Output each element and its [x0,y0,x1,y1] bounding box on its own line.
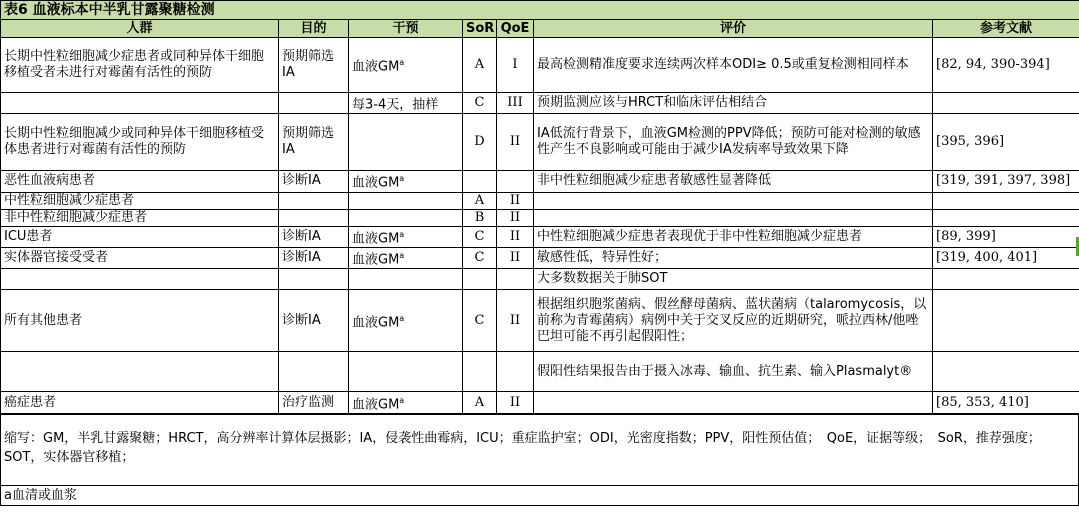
ref-cell-text: [395, 396] [936,134,1005,150]
aim-cell [279,192,349,209]
comment-cell-text: 大多数数据关于肺SOT [537,271,668,287]
intervention-cell [349,247,463,268]
population-cell-text: 恶性血液病患者 [4,173,96,189]
population-cell [1,392,279,414]
table-row [1,392,1079,414]
population-cell [1,290,279,352]
intervention-cell [349,38,463,93]
population-cell [1,114,279,171]
title-row [1,1,1079,20]
comment-cell-text: 敏感性低，特异性好； [537,250,668,266]
ref-cell [933,192,1079,209]
footnote: a血清或血浆 [1,486,1079,506]
comment-cell [534,247,933,268]
ref-cell [933,290,1079,352]
sor-cell [463,226,497,247]
population-cell [1,226,279,247]
intervention-cell-text: 血液GM [352,230,400,246]
abbreviations: 缩写：GM，半乳甘露聚糖；HRCT，高分辨率计算体层摄影；IA，侵袭性曲霉病，ICU；重症监护室；ODI，光密度指数；PPV，阳性预估值； QoE，证据等级； SoR，推荐强度；SOT，实体器官移植； [1,415,1079,486]
aim-cell [279,392,349,414]
aim-cell [279,114,349,171]
population-cell [1,247,279,268]
qoe-cell-text: II [509,134,521,150]
population-cell-text: ICU患者 [4,228,53,244]
intervention-cell [349,192,463,209]
aim-cell [279,269,349,290]
footnote-mark: a [399,229,405,239]
comment-cell [534,114,933,171]
sor-cell [463,290,497,352]
intervention-cell [349,352,463,392]
aim-cell-text: 诊断IA [282,228,321,244]
population-cell-text: 所有其他患者 [4,312,83,328]
intervention-cell [349,114,463,171]
ref-cell [933,93,1079,114]
comment-cell [534,269,933,290]
comment-cell [534,209,933,226]
comment-cell [534,352,933,392]
table-row [1,192,1079,209]
table-row [1,352,1079,392]
table-row [1,114,1079,171]
qoe-cell [497,352,534,392]
comment-cell-text: 假阳性结果报告由于摄入冰毒、输血、抗生素、输入Plasmalyt® [537,363,913,379]
ref-cell-text: [82, 94, 390-394] [936,57,1050,72]
population-cell-text: 长期中性粒细胞减少或同种异体干细胞移植受体患者进行对霉菌有活性的预防 [4,126,265,158]
ref-cell [933,209,1079,226]
ref-cell-text: [319, 391, 397, 398] [936,173,1071,189]
comment-cell-text: 中性粒细胞减少症患者表现优于非中性粒细胞减少症患者 [537,228,863,244]
sor-cell [463,93,497,114]
comment-cell-text: 预期监测应该与HRCT和临床评估相结合 [537,95,768,111]
qoe-cell [497,392,534,414]
ref-cell [933,226,1079,247]
sor-cell-text: C [474,312,485,328]
header-qoe: QoE [497,20,534,38]
sor-cell-text: D [474,134,485,150]
qoe-cell [497,269,534,290]
footnote-mark: a [399,395,405,405]
intervention-cell [349,171,463,192]
qoe-cell-text: II [509,228,521,244]
footnote-mark: a [399,57,405,67]
qoe-cell-text: II [509,192,521,208]
ref-cell-text: [85, 353, 410] [936,394,1029,410]
qoe-cell-text: III [507,95,523,111]
notes-table [0,414,1079,506]
intervention-cell-text: 血液GM [352,252,400,268]
sor-cell-text: C [474,250,485,266]
sor-cell-text: B [474,209,485,225]
comment-cell [534,192,933,209]
aim-cell-text: 诊断IA [282,312,321,328]
qoe-cell [497,171,534,192]
population-cell [1,269,279,290]
sor-cell [463,114,497,171]
table-row [1,38,1079,93]
header-intervention: 干预 [349,20,463,38]
intervention-cell [349,226,463,247]
population-cell [1,38,279,93]
qoe-cell [497,38,534,93]
intervention-cell [349,290,463,352]
population-cell-text: 非中性粒细胞减少症患者 [4,209,148,225]
intervention-cell-text: 每3-4天，抽样 [352,97,439,113]
population-cell-text: 中性粒细胞减少症患者 [4,192,135,208]
table-row [1,93,1079,114]
aim-cell [279,171,349,192]
comment-cell-text: 非中性粒细胞减少症患者敏感性显著降低 [537,173,772,189]
intervention-cell [349,392,463,414]
population-cell-text: 癌症患者 [4,394,57,410]
ref-cell [933,352,1079,392]
sor-cell [463,38,497,93]
qoe-cell [497,93,534,114]
header-ref: 参考文献 [933,20,1079,38]
ref-cell-text: [89, 399] [936,228,996,244]
intervention-cell-text: 血液GM [352,396,400,412]
table-row [1,247,1079,268]
aim-cell-text: 预期筛选IA [282,126,335,158]
sor-cell [463,209,497,226]
aim-cell [279,226,349,247]
aim-cell [279,352,349,392]
header-population: 人群 [1,20,279,38]
qoe-cell-text: II [509,394,521,410]
comment-cell-text: 最高检测精准度要求连续两次样本ODI≥ 0.5或重复检测相同样本 [537,57,909,72]
intervention-cell [349,269,463,290]
table-row [1,209,1079,226]
ref-cell [933,392,1079,414]
aim-cell [279,93,349,114]
sor-cell [463,392,497,414]
footnote-mark: a [399,174,405,184]
aim-cell-text: 治疗监测 [282,394,335,410]
qoe-cell-text: II [509,250,521,266]
population-cell [1,171,279,192]
population-cell [1,209,279,226]
population-cell [1,352,279,392]
qoe-cell [497,226,534,247]
qoe-cell [497,209,534,226]
sor-cell [463,352,497,392]
qoe-cell [497,114,534,171]
qoe-cell [497,290,534,352]
intervention-cell-text: 血液GM [352,175,400,191]
qoe-cell [497,247,534,268]
aim-cell-text: 诊断IA [282,173,321,189]
sor-cell-text: A [474,57,485,72]
qoe-cell-text: II [509,209,521,225]
population-cell [1,192,279,209]
intervention-cell [349,93,463,114]
table-row [1,269,1079,290]
comment-cell [534,290,933,352]
aim-cell [279,290,349,352]
comment-cell [534,93,933,114]
aim-cell-text: 预期筛选IA [282,49,335,80]
comment-cell [534,226,933,247]
comment-cell-text: 根据组织胞浆菌病、假丝酵母菌病、蓝状菌病（talaromycosis，以前称为青霉菌病）病例中关于交叉反应的近期研究，哌拉西林/他唑巴坦可能不再引起假阳性； [537,296,927,344]
comment-cell [534,171,933,192]
qoe-cell [497,192,534,209]
qoe-cell-text: II [509,312,521,328]
header-aim: 目的 [279,20,349,38]
sor-cell-text: A [474,394,485,410]
header-comment: 评价 [534,20,933,38]
population-cell-text: 长期中性粒细胞减少症患者或同种异体干细胞移植受者未进行对霉菌有活性的预防 [4,49,265,80]
sor-cell-text: C [474,95,485,111]
comment-cell [534,392,933,414]
sor-cell-text: C [474,228,485,244]
sor-cell [463,192,497,209]
table-row [1,171,1079,192]
intervention-cell [349,209,463,226]
ref-cell [933,171,1079,192]
intervention-cell-text: 血液GM [352,314,400,330]
table-row [1,290,1079,352]
aim-cell [279,38,349,93]
aim-cell [279,247,349,268]
qoe-cell-text: I [512,57,518,72]
ref-cell-text: [319, 400, 401] [936,250,1038,266]
population-cell [1,93,279,114]
header-row [1,20,1079,38]
header-sor: SoR [463,20,497,38]
comment-cell-text: IA低流行背景下，血液GM检测的PPV降低；预防可能对检测的敏感性产生不良影响或可能由于减少IA发病率导致效果下降 [537,126,921,158]
ref-cell [933,247,1079,268]
aim-cell-text: 诊断IA [282,250,321,266]
footnote-mark: a [399,250,405,260]
table-row [1,226,1079,247]
ref-cell [933,38,1079,93]
footnote-mark: a [399,313,405,323]
comment-cell [534,38,933,93]
sor-cell [463,269,497,290]
population-cell-text: 实体器官接受受者 [4,250,109,266]
ref-cell [933,114,1079,171]
sor-cell [463,171,497,192]
aim-cell [279,209,349,226]
sor-cell [463,247,497,268]
intervention-cell-text: 血液GM [352,59,400,75]
sor-cell-text: A [474,192,485,208]
table-title: 表6 血液标本中半乳甘露聚糖检测 [1,1,1079,20]
ref-cell [933,269,1079,290]
